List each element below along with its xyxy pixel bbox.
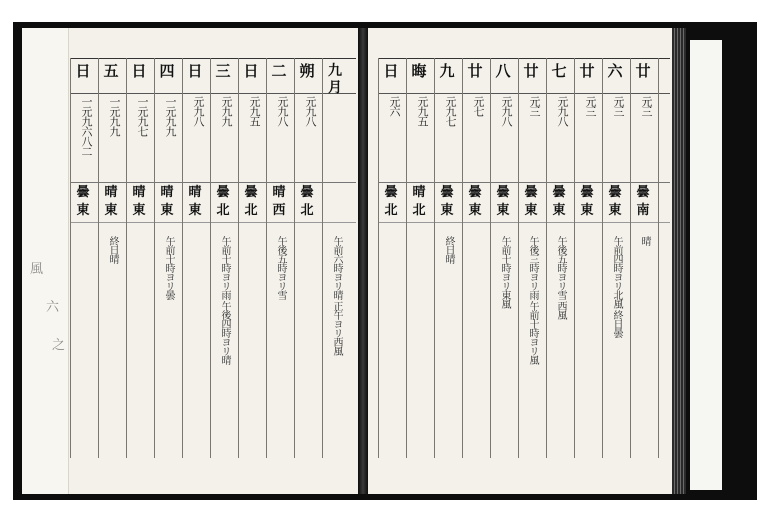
weather-cell: 晴	[160, 185, 174, 200]
remark-note: 午後五時ヨリ雪	[275, 236, 286, 299]
weather-cell: 晴	[188, 185, 202, 200]
wind-cell: 西	[272, 203, 286, 218]
wind-cell: 東	[132, 203, 146, 218]
header-label: 廿	[523, 62, 539, 80]
weather-cell: 曇	[496, 185, 510, 200]
header-label: 九月	[328, 63, 342, 96]
header-label: 朔	[299, 62, 315, 80]
wind-cell: 北	[384, 203, 398, 218]
remark-note: 終日晴	[107, 236, 118, 263]
weather-cell: 曇	[580, 185, 594, 200]
header-label: 日	[383, 62, 399, 80]
weather-cell: 晴	[272, 185, 286, 200]
weather-cell: 曇	[244, 185, 258, 200]
reading-cell: 元三	[584, 96, 597, 116]
header-label: 三	[215, 62, 231, 80]
margin-char: 之	[52, 338, 66, 353]
reading-cell: 元九八	[304, 96, 317, 126]
weather-cell: 曇	[384, 185, 398, 200]
remark-note: 午前六時ヨリ晴 正午ヨリ西風	[331, 236, 342, 356]
wind-cell: 東	[104, 203, 118, 218]
reading-cell: 一元九九	[108, 96, 121, 136]
header-label: 八	[495, 62, 511, 80]
wind-cell: 北	[216, 203, 230, 218]
wind-cell: 東	[76, 203, 90, 218]
reading-cell: 元九八	[276, 96, 289, 126]
header-label: 六	[607, 62, 623, 80]
header-label: 日	[75, 62, 91, 80]
right-page	[368, 28, 672, 494]
header-label: 二	[271, 62, 287, 80]
column-rule	[294, 58, 317, 458]
reading-cell: 一元九七	[136, 96, 149, 136]
wind-cell: 東	[496, 203, 510, 218]
wind-cell: 東	[524, 203, 538, 218]
reading-cell: 元六	[388, 96, 401, 116]
remark-note: 午後三時ヨリ雨 午前十時ヨリ風	[527, 236, 538, 365]
remark-note: 午前十時ヨリ東風	[499, 236, 510, 308]
left-ledger-table	[70, 58, 356, 458]
header-label: 九	[439, 62, 455, 80]
wind-cell: 東	[468, 203, 482, 218]
wind-cell: 北	[412, 203, 426, 218]
margin-char: 六	[46, 300, 60, 315]
reading-cell: 元七	[472, 96, 485, 116]
header-label: 廿	[579, 62, 595, 80]
remark-note: 終日晴	[443, 236, 454, 263]
column-rule	[462, 58, 485, 458]
wind-cell: 東	[608, 203, 622, 218]
reading-cell: 元九七	[444, 96, 457, 126]
reading-cell: 元三	[612, 96, 625, 116]
reading-cell: 元九五	[248, 96, 261, 126]
left-margin	[22, 28, 69, 494]
weather-cell: 曇	[636, 185, 650, 200]
right-ledger-table	[378, 58, 670, 458]
weather-cell: 曇	[608, 185, 622, 200]
remark-note: 午前十時ヨリ曇	[163, 236, 174, 299]
header-label: 五	[103, 62, 119, 80]
header-label: 四	[159, 62, 175, 80]
remark-note: 午後五時ヨリ雪 西風	[555, 236, 566, 320]
column-rule	[574, 58, 597, 458]
wind-cell: 北	[300, 203, 314, 218]
column-rule	[406, 58, 429, 458]
reading-cell: 元三	[528, 96, 541, 116]
reading-cell: 元九五	[416, 96, 429, 126]
reading-cell: 一元九九	[164, 96, 177, 136]
wind-cell: 東	[160, 203, 174, 218]
reading-cell: 元九九	[220, 96, 233, 126]
weather-cell: 曇	[440, 185, 454, 200]
column-rule	[630, 58, 653, 458]
column-rule	[378, 58, 401, 458]
column-rule	[238, 58, 261, 458]
weather-cell: 曇	[468, 185, 482, 200]
reading-cell: 元九八	[556, 96, 569, 126]
header-label: 廿	[635, 62, 651, 80]
header-label: 七	[551, 62, 567, 80]
column-rule	[658, 58, 672, 458]
wind-cell: 南	[636, 203, 650, 218]
weather-cell: 曇	[76, 185, 90, 200]
weather-cell: 曇	[552, 185, 566, 200]
cover-strip	[690, 40, 722, 490]
left-page	[22, 28, 358, 494]
header-label: 廿	[467, 62, 483, 80]
column-rule	[182, 58, 205, 458]
wind-cell: 東	[580, 203, 594, 218]
page-stack-edge	[672, 28, 686, 494]
remark-note: 午前十時ヨリ雨 午後四時ヨリ晴	[219, 236, 230, 365]
header-label: 日	[187, 62, 203, 80]
header-label: 日	[131, 62, 147, 80]
weather-cell: 曇	[524, 185, 538, 200]
column-rule	[126, 58, 149, 458]
weather-cell: 晴	[132, 185, 146, 200]
weather-cell: 曇	[216, 185, 230, 200]
reading-cell: 一元九六八二	[80, 96, 93, 156]
margin-char: 風	[30, 262, 44, 277]
column-rule	[70, 58, 93, 458]
book-gutter	[358, 28, 368, 494]
remark-note: 午前四時ヨリ北風 終日曇	[611, 236, 622, 338]
weather-cell: 曇	[300, 185, 314, 200]
header-label: 晦	[411, 62, 427, 80]
weather-cell: 晴	[412, 185, 426, 200]
wind-cell: 東	[188, 203, 202, 218]
reading-cell: 元三	[640, 96, 653, 116]
reading-cell: 元九八	[192, 96, 205, 126]
wind-cell: 東	[552, 203, 566, 218]
header-label: 日	[243, 62, 259, 80]
wind-cell: 東	[440, 203, 454, 218]
remark-note: 晴	[639, 236, 650, 245]
wind-cell: 北	[244, 203, 258, 218]
weather-cell: 晴	[104, 185, 118, 200]
reading-cell: 元九八	[500, 96, 513, 126]
